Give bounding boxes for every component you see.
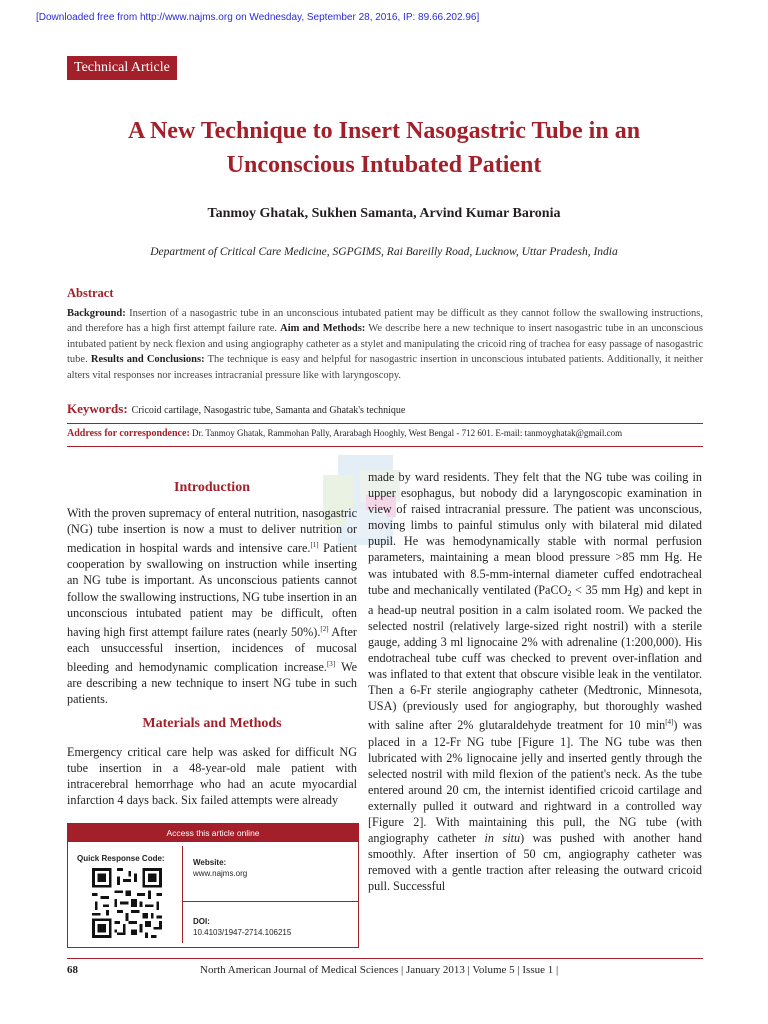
citation-2[interactable]: [2] — [320, 624, 329, 633]
citation-1[interactable]: [1] — [310, 541, 319, 550]
title-line-1: A New Technique to Insert Nasogastric Tube in an — [127, 118, 641, 144]
methods-text: Emergency critical care help was asked for difficult NG tube insertion in a 48-year-old male patient with intracerebral hemorrhage who had an acute myocardial infarction 4 days back. Six failed attempts were already — [67, 745, 357, 808]
doi-label: DOI: — [193, 917, 210, 926]
right-column-text — [368, 469, 702, 895]
introduction-heading: Introduction — [174, 480, 250, 495]
intro-part-1: With the proven supremacy of enteral nutrition, nasogastric (NG) tube insertion is now a must to deliver nutrition or medication in hospital wards and intensive care. — [67, 506, 357, 556]
methods-heading: Materials and Methods — [142, 716, 282, 731]
abstract-text — [67, 306, 703, 383]
case-part-4: ) was pushed with another hand smoothly. After insertion of 50 cm, angiography catheter was removed with a gentle traction after releasing the outward cricoid pull. Successful — [368, 831, 703, 894]
results-text: The technique is easy and helpful for nasogastric insertion in unconscious intubated patients. Additionally, it neither alters vital responses nor increases intracranial pressure like with laryngoscopy. — [67, 354, 703, 381]
address-label: Address for correspondence: — [67, 428, 190, 439]
download-notice[interactable]: [Downloaded free from http://www.najms.org on Wednesday, September 28, 2016, IP: 89.66.202.96] — [36, 12, 480, 23]
journal-footer: North American Journal of Medical Sciences | January 2013 | Volume 5 | Issue 1 | — [200, 964, 559, 976]
box-vertical-divider — [182, 846, 183, 943]
access-box-header: Access this article online — [68, 824, 358, 842]
access-article-box — [67, 823, 359, 948]
aim-label: Aim and Methods: — [280, 323, 366, 335]
citation-3[interactable]: [3] — [326, 659, 336, 668]
qr-code-icon[interactable] — [92, 868, 162, 938]
divider-top — [67, 423, 703, 424]
article-title — [0, 114, 768, 182]
results-label: Results and Conclusions: — [90, 354, 205, 366]
case-part-2: < 35 mm Hg) and kept in a head-up neutral position in a calm isolated room. We packed the selected nostril (relatively large-sized right nostril) with a sterile gauge, adding 3 ml lignocaine 2% with adrenaline (1:200,000). His endotracheal tube cuff was checked to prevent over-inflation and was inflated to that extent that obscure visible leak in the ventilator. Then a 6-Fr sterile angiography catheter (Medtronic, Minnesota, USA) (previously used for angiography, but thoroughly washed with saline after 2% glutaraldehyde treatment for 10 min — [368, 582, 702, 733]
keywords — [67, 401, 703, 417]
title-line-2: Unconscious Intubated Patient — [226, 152, 542, 178]
keywords-label: Keywords: — [67, 401, 128, 416]
aim-text: We describe here a new technique to insert nasogastric tube in an unconscious intubated patient by neck flexion and using angiography catheter as a stylet and manipulating the cricoid ring of trachea for easy passage of nasogastric tube. — [67, 323, 703, 366]
website-link[interactable]: www.najms.org — [193, 869, 248, 878]
footer-rule — [67, 958, 703, 959]
case-part-1: made by ward residents. They felt that the NG tube was coiling in upper esophagus, but nobody did a laryngoscopic examination in view of raised intracranial pressure. The patient was unconscious, moving limbs to painful stimulus only with bilateral mid dilated pupil. He was hemodynamically stable with normal perfusion parameters, maintaining a mean blood pressure >85 mm Hg. He was intubated with 8.5-mm-internal diameter cuffed endotracheal tube and mechanically ventilated (PaCO — [368, 470, 702, 597]
in-situ-term: in situ — [484, 831, 521, 846]
doi-link[interactable]: 10.4103/1947-2714.106215 — [193, 928, 292, 937]
qr-code-label: Quick Response Code: — [77, 854, 165, 863]
background-text: Insertion of a nasogastric tube in an unconscious intubated patient may be difficult as they cannot follow the swallowing instructions, and therefore has a high first attempt failure rate. — [67, 308, 703, 335]
author-list: Tanmoy Ghatak, Sukhen Samanta, Arvind Kumar Baronia — [207, 206, 561, 221]
introduction-text — [67, 505, 357, 707]
article-type-badge: Technical Article — [67, 56, 177, 80]
affiliation: Department of Critical Care Medicine, SGPGIMS, Rai Bareilly Road, Lucknow, Uttar Pradesh, India — [150, 246, 618, 258]
paco2-subscript: 2 — [567, 588, 572, 598]
correspondence-address — [67, 428, 703, 439]
page-number: 68 — [67, 964, 78, 976]
keywords-text: Cricoid cartilage, Nasogastric tube, Samanta and Ghatak's technique — [131, 405, 406, 416]
citation-4[interactable]: [4] — [665, 718, 674, 727]
abstract-heading: Abstract — [67, 286, 114, 300]
background-label: Background: — [67, 308, 126, 319]
intro-part-2: Patient cooperation by swallowing on instruction while inserting an NG tube is important. As unconscious patients cannot follow the swallowing instructions, NG tube insertion in an unconscious intubated patient may be difficult, often having high first attempt failure rates (nearly 50%). — [67, 541, 357, 639]
case-part-3: ) was placed in a 12-Fr NG tube [Figure 1]. The NG tube was then lubricated with 2% lignocaine jelly and inserted gently through the selected nostril with mild flexion of the patient's neck. As the tube entered around 20 cm, the internist identified cricoid cartilage and externally pulled it outward and rightward in a controlled way [Figure 2]. With maintaining this pull, the NG tube (with angiography catheter — [368, 718, 702, 846]
intro-part-4: We are describing a new technique to insert NG tube in such patients. — [67, 660, 358, 707]
divider-bottom — [67, 446, 703, 447]
box-horizontal-divider — [182, 901, 358, 902]
address-text: Dr. Tanmoy Ghatak, Rammohan Pally, Ararabagh Hooghly, West Bengal - 712 601. E-mail: tanmoyghatak@gmail.com — [189, 428, 623, 438]
website-label: Website: — [193, 858, 227, 867]
intro-part-3: After each unsuccessful insertion, incidences of mucosal bleeding and hemodynamic complication increase. — [67, 624, 357, 675]
